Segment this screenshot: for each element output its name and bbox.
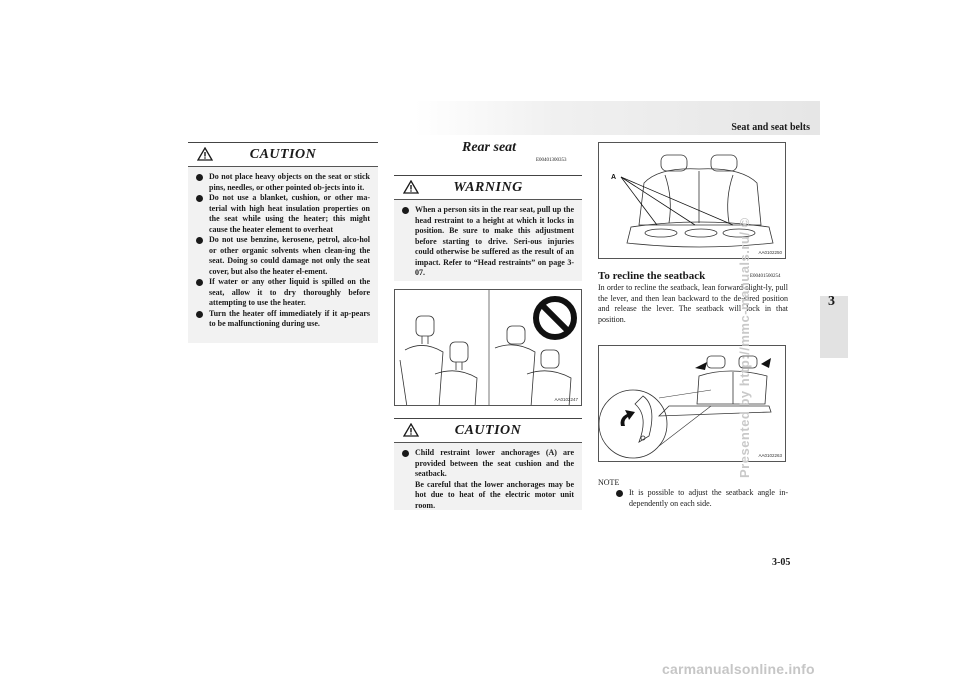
warning-label: WARNING — [453, 179, 523, 195]
bullet-item — [402, 205, 574, 279]
figure-code: AA0102247 — [554, 397, 578, 402]
bullet-text: Child restraint lower anchorages (A) are provided between the seat cushion and the seatback. Be careful that the lower anchorages may be hot due to heat of the electric motor unit room. — [415, 448, 574, 510]
bullet-dot-icon — [196, 311, 203, 318]
note-label: NOTE — [598, 478, 620, 487]
bullet-text: Turn the heater off immediately if it ap-pears to be malfunctioning during use. — [209, 308, 370, 328]
figure-anchorages — [598, 142, 786, 259]
bullet-text: Do not use benzine, kerosene, petrol, alco-hol or other organic solvents when clean-ing the seat. Doing so could damage not only the seat cover, but also the heater el-ement. — [209, 235, 370, 276]
figure-recline-lever — [598, 345, 786, 462]
bullet-dot-icon — [196, 195, 203, 202]
note-list — [616, 488, 788, 509]
warning-header — [394, 176, 582, 200]
bullet-item — [402, 448, 574, 511]
section-code-recline: E00401500254 — [750, 274, 781, 279]
prohibition-icon — [536, 299, 574, 337]
section-code-rear-seat: E00401300353 — [536, 158, 567, 163]
warning-box-head-restraint — [394, 175, 582, 281]
bullet-text: When a person sits in the rear seat, pull up the head restraint to a height at which it locks in position. Be sure to make this adjustment before starting to drive. Seri-ous injuries could otherwise be suffered as the result of an impact. Refer to “Head restraints” on page 3-07. — [415, 205, 574, 277]
bullet-dot-icon — [402, 450, 409, 457]
bullet-dot-icon — [196, 279, 203, 286]
bullet-text: Do not use a blanket, cushion, or other ma-terial with high heat insulation properties on the seat while using the heater; this might cause the heater element to overheat — [209, 193, 370, 234]
bullet-text: It is possible to adjust the seatback angle in-dependently on each side. — [629, 488, 788, 508]
caution-header — [188, 143, 378, 167]
bullet-item — [196, 193, 370, 235]
chapter-number: 3 — [828, 294, 835, 309]
caution-label: CAUTION — [249, 146, 317, 162]
callout-a: A — [611, 174, 617, 181]
caution-header — [394, 419, 582, 443]
illustration-head-restraint — [395, 290, 582, 406]
caution-label: CAUTION — [454, 422, 522, 438]
bullet-dot-icon — [196, 237, 203, 244]
caution-box-heater — [188, 142, 378, 343]
bullet-item — [196, 235, 370, 277]
watermark-text: Presented by http://mmc-manuals.ru/ — [737, 231, 752, 478]
figure-code: AA0102263 — [758, 453, 782, 458]
page-number: 3-05 — [772, 557, 791, 568]
bullet-dot-icon — [402, 207, 409, 214]
bullet-text: Do not place heavy objects on the seat or stick pins, needles, or other pointed ob-jects into it. — [209, 172, 370, 192]
warning-triangle-icon — [403, 180, 419, 194]
bullet-item — [196, 309, 370, 330]
bullet-item — [196, 277, 370, 309]
bullet-item — [616, 488, 788, 509]
vertical-watermark — [737, 217, 752, 478]
copyright-symbol: © — [737, 217, 752, 228]
caution-list — [394, 443, 582, 517]
bottom-watermark: carmanualsonline.info — [662, 661, 815, 677]
caution-box-anchorages — [394, 418, 582, 510]
running-header: Seat and seat belts — [731, 122, 810, 133]
figure-code: AA0102250 — [758, 250, 782, 255]
recline-instructions: In order to recline the seatback, lean forward slight-ly, pull the lever, and then lean backward to the de-sired position and release the lever. The seatback will lock in that position. — [598, 283, 788, 324]
warning-triangle-icon — [197, 147, 213, 161]
section-title-rear-seat: Rear seat — [462, 140, 517, 155]
caution-list — [188, 167, 378, 336]
illustration-recline-lever — [599, 346, 786, 462]
bullet-item — [196, 172, 370, 193]
warning-triangle-icon — [403, 423, 419, 437]
illustration-rear-seat-anchorages — [599, 143, 786, 259]
bullet-text: If water or any other liquid is spilled on the seat, allow it to dry thoroughly before attempting to use the heater. — [209, 277, 370, 307]
bullet-dot-icon — [196, 174, 203, 181]
warning-list — [394, 200, 582, 285]
section-title-recline: To recline the seatback — [598, 270, 706, 282]
figure-head-restraint — [394, 289, 582, 406]
bullet-dot-icon — [616, 490, 623, 497]
